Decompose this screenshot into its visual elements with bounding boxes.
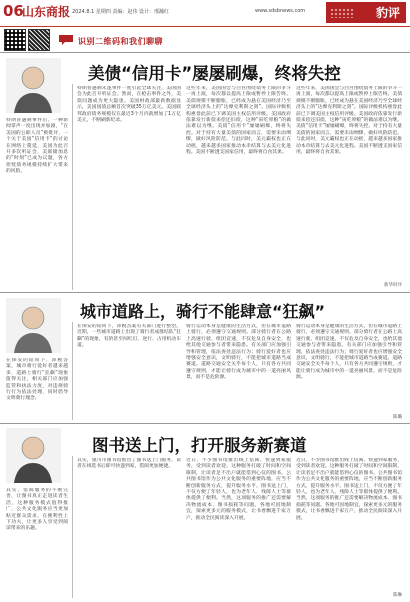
divider [0, 52, 410, 53]
slogan: 识别二维码和我们聊聊 [78, 37, 163, 46]
issue-meta: 2024.8.1 星期四 责编：赵伟 设计：邢瀚红 [72, 9, 170, 15]
article-body: 近日，不少图书馆推出线上借阅、快递到家服务，受到读者欢迎。这种服务打破了时间和空间限制，让读者足不出户就能借到心仪的图书。公共图书馆作为公共文化服务的重要阵地，应当不断创新服务方式，提升服务水平。图书送上门，不仅方便了年轻人，也为老年人、残障人士等群体提供了便利。当然，这项服务的推广还需要解决物流成本、图书损耗等问题。各地可因地制宜，探索更多元的服务模式，让书香飘进千家万户，推动全民阅读深入开展。 [296, 458, 402, 521]
portrait-icon [6, 298, 61, 353]
paper-name: 山东商报 [22, 5, 71, 19]
article-author: 新华时评 [384, 283, 402, 288]
column-divider [72, 456, 73, 598]
website: www.sdsbnews.com [255, 8, 306, 14]
column-divider [72, 84, 73, 290]
qr-code-icon [28, 29, 50, 51]
speech-bubble-icon [58, 34, 74, 46]
article-body: 这些年来，美国国会与白宫围绕债务上限的争斗一再上演，每次都以提高上限或暂停上限告终。美债规模不断膨胀，已经成为悬在美国经济乃至全球经济头上的“达摩克利斯之剑”。国际评级机构惠誉此前已下调美国主权信用评级。美国政府依靠发行新债来偿还旧债，这种“寅吃卯粮”的做法难以为继。美债“信用卡”屡屡刷爆，终将失控。对于持有大量美债的国家而言，需要未雨绸缪，做好风险防范。与此同时，美元霸权也正在动摇，越来越多国家推动本币结算与去美元化进程。美国不断透支国家信用，最终将自食其果。 [296, 86, 402, 156]
portrait-icon [6, 58, 61, 113]
article-title: 城市道路上，骑行不能肆意“狂飙” [80, 302, 326, 321]
article-lead: 特朗普遇刺未遂事件一度引起全球关注，美国国会为此召开听证会。然而，在枪击事件之外，美债问题成为更大隐患。美国财政部最新数据显示，美国国债总额首次突破35万亿美元。美国联邦政府债务规模仅在最近3个月内就增加了1万亿美元，不断刷新纪录。 [77, 86, 181, 124]
sidebar-text: 在保安的陪同下，沛税答案，城市骑行爱好者越来越多，道路上骑行“狂飙”现象值得关注，相关部门应加强监管和执法力度，对违规骑行行为依法处理，同时倡导文明骑行理念。 [6, 358, 68, 402]
divider [0, 423, 410, 424]
article-author: 陈璐 [393, 415, 402, 420]
sidebar-text: 特朗普遇刺事件后，一种新闻掌声一度出现并加剧，“在美国的公职人员”被批评，一个关于美国“信用卡”的讨论在网络上蔓延，美国为此召开多次听证会，美联储加息的“时刻”已成为议题，各方担忧债务规模持续扩大带来的风险。 [6, 118, 68, 175]
article-body: 骑行运动本身是健康的生活方式，但在城市道路上骑行，必须遵守交通规则。部分骑行者在公路上高速行驶、组团竞速，不仅危及自身安全，也给其他交通参与者带来隐患。有关部门应加强引导和管理，依法查处违法行为；骑行爱好者也应增强安全意识，文明骑行，不能把城市道路当成赛道。道路交通安全关乎每个人，只有各方共同遵守规则，才能让骑行成为城市中的一道亮丽风景，而不是危险源。 [296, 324, 402, 381]
sidebar-text: 其实，借阅服务的不断完善，让图书真正走进读者生活，这种服务模式值得推广，公共文化服务应当更加贴近群众需求，在便利性上下功夫，让更多人享受到阅读带来的乐趣。 [6, 488, 68, 532]
qr-code-icon [4, 29, 26, 51]
article-title: 图书送上门，打开服务新赛道 [92, 436, 307, 455]
portrait-icon [6, 428, 61, 483]
article-body: 这些年来，美国国会与白宫围绕债务上限的争斗一再上演，每次都以提高上限或暂停上限告终。美债规模不断膨胀，已经成为悬在美国经济乃至全球经济头上的“达摩克利斯之剑”。国际评级机构惠誉此前已下调美国主权信用评级。美国政府依靠发行新债来偿还旧债，这种“寅吃卯粮”的做法难以为继。美债“信用卡”屡屡刷爆，终将失控。对于持有大量美债的国家而言，需要未雨绸缪，做好风险防范。与此同时，美元霸权也正在动摇，越来越多国家推动本币结算与去美元化进程。美国不断透支国家信用，最终将自食其果。 [186, 86, 291, 156]
article-body: 骑行运动本身是健康的生活方式，但在城市道路上骑行，必须遵守交通规则。部分骑行者在公路上高速行驶、组团竞速，不仅危及自身安全，也给其他交通参与者带来隐患。有关部门应加强引导和管理，依法查处违法行为；骑行爱好者也应增强安全意识，文明骑行，不能把城市道路当成赛道。道路交通安全关乎每个人，只有各方共同遵守规则，才能让骑行成为城市中的一道亮丽风景，而不是危险源。 [186, 324, 291, 381]
article-lead: 其实，银川市图书馆推出了图书送上门服务，读者在线选书后即可快递到家，借阅更加便捷。 [77, 458, 181, 470]
page-header [0, 0, 410, 27]
dot-pattern-icon [330, 8, 354, 18]
column-logo [326, 2, 406, 23]
article-lead: 在保安的陪同下，沛税答案有关部门进行整治。近期，一些城市道路上出现了骑行者成群结队“狂飙”的现象，有的甚至闯红灯、逆行、占用机动车道。 [77, 324, 181, 349]
article-title: 美债“信用卡”屡屡刷爆，终将失控 [88, 64, 341, 83]
article-body: 近日，不少图书馆推出线上借阅、快递到家服务，受到读者欢迎。这种服务打破了时间和空间限制，让读者足不出户就能借到心仪的图书。公共图书馆作为公共文化服务的重要阵地，应当不断创新服务方式，提升服务水平。图书送上门，不仅方便了年轻人，也为老年人、残障人士等群体提供了便利。当然，这项服务的推广还需要解决物流成本、图书损耗等问题。各地可因地制宜，探索更多元的服务模式，让书香飘进千家万户，推动全民阅读深入开展。 [186, 458, 291, 521]
column-name: 豹评 [375, 6, 400, 20]
article-author: 陈琳 [393, 593, 402, 598]
column-divider [72, 322, 73, 420]
page-number: 06 [3, 2, 24, 20]
divider [0, 292, 410, 293]
